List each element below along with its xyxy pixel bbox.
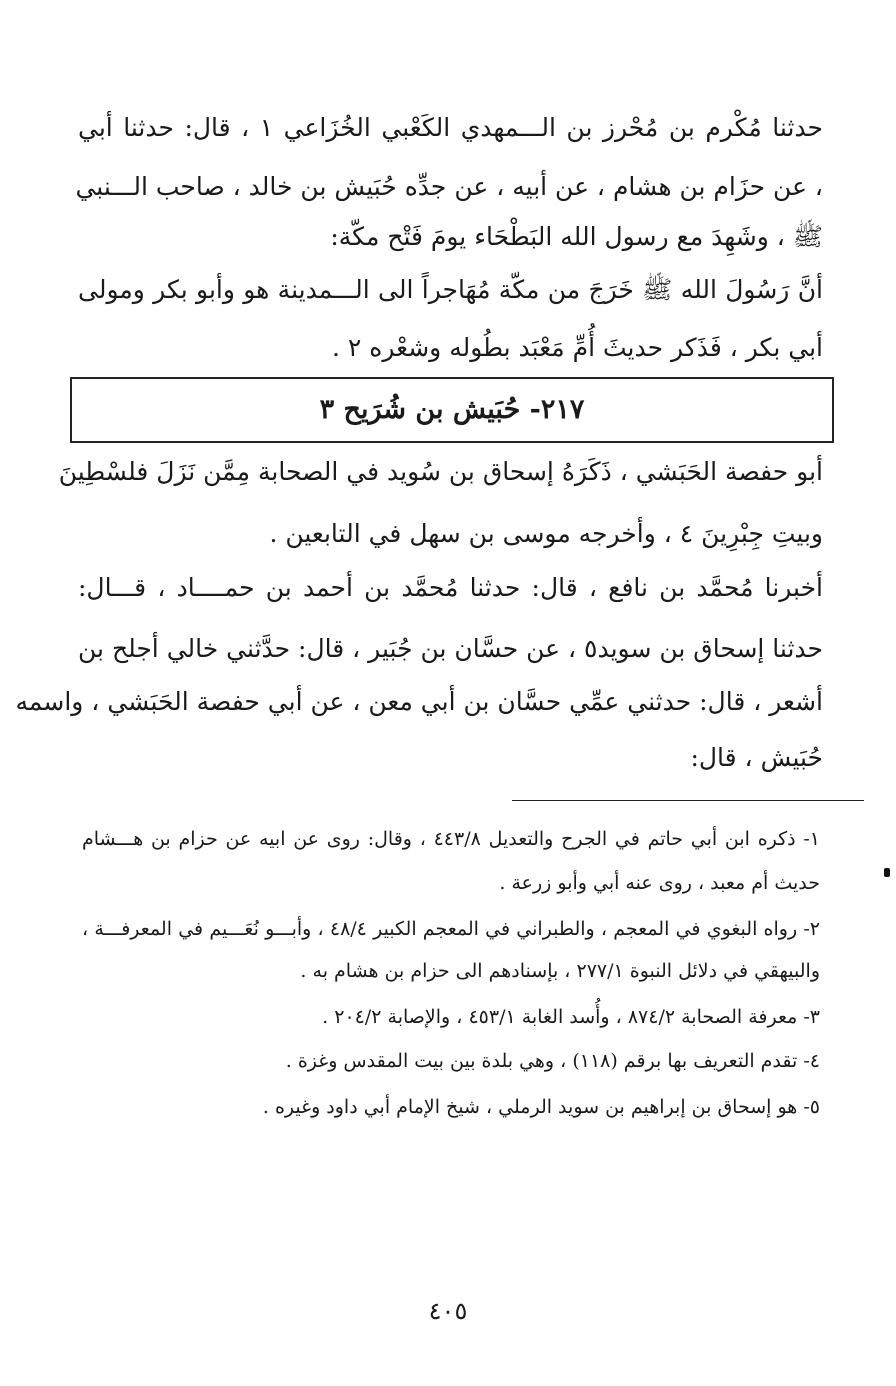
entry-heading-box [70, 377, 834, 443]
footnote-line-5: ٣- معرفة الصحابة ٨٧٤/٢ ، وأُسد الغابة ٤٥٣/١ ، والإصابة ٢٠٤/٢ . [322, 1006, 820, 1028]
section-line-1: أبو حفصة الحَبَشي ، ذَكَرَهُ إسحاق بن سُويد في الصحابة مِمَّن نَزَلَ فلسْطِينَ [58, 457, 823, 486]
margin-mark [884, 868, 890, 877]
body-line-2: ، عن حزَام بن هشام ، عن أبيه ، عن جدِّه حُبَيش بن خالد ، صاحب الـــنبي [75, 172, 823, 201]
footnote-line-1: ١- ذكره ابن أبي حاتم في الجرح والتعديل ٤٤٣/٨ ، وقال: روى عن ابيه عن حزام بن هـــشام [82, 828, 821, 850]
section-line-6: حُبَيش ، قال: [690, 743, 823, 772]
section-line-5: أشعر ، قال: حدثني عمِّي حسَّان بن أبي معن ، عن أبي حفصة الحَبَشي ، واسمه [15, 687, 823, 716]
body-line-1: حدثنا مُكْرم بن مُحْرز بن الـــمهدي الكَعْبي الخُزَاعي ١ ، قال: حدثنا أبي [78, 113, 823, 142]
footnote-line-7: ٥- هو إسحاق بن إبراهيم بن سويد الرملي ، شيخ الإمام أبي داود وغيره . [262, 1096, 820, 1118]
footnote-line-3: ٢- رواه البغوي في المعجم ، والطبراني في المعجم الكبير ٤٨/٤ ، وأبـــو نُعَـــيم في المعرفـــة ، [82, 918, 820, 940]
body-line-3: ﷺ ، وشَهِدَ مع رسول الله البَطْحَاء يومَ فَتْح مكّة: [330, 222, 823, 251]
section-line-4: حدثنا إسحاق بن سويد٥ ، عن حسَّان بن جُبَير ، قال: حدَّثني خالي أجلح بن [78, 634, 823, 663]
section-line-3: أخبرنا مُحمَّد بن نافع ، قال: حدثنا مُحمَّد بن أحمد بن حمــــاد ، قـــال: [78, 573, 823, 602]
section-line-2: وبيتِ جِبْرِينَ ٤ ، وأخرجه موسى بن سهل في التابعين . [269, 519, 823, 548]
body-line-5: أبي بكر ، فَذَكر حديثَ أُمِّ مَعْبَد بطُوله وشعْره ٢ . [331, 333, 823, 362]
footnote-line-6: ٤- تقدم التعريف بها برقم (١١٨) ، وهي بلدة بين بيت المقدس وغزة . [285, 1050, 820, 1072]
page-number: ٤٠٥ [428, 1297, 468, 1325]
footnote-separator [512, 800, 864, 801]
footnote-line-2: حديث أم معبد ، روى عنه أبي وأبو زرعة . [499, 872, 820, 894]
footnote-line-4: والبيهقي في دلائل النبوة ٢٧٧/١ ، بإسنادهم الى حزام بن هشام به . [300, 960, 820, 982]
entry-heading: ٢١٧- حُبَيش بن شُرَيح ٣ [319, 394, 585, 425]
body-line-4: أنَّ رَسُولَ الله ﷺ خَرَجَ من مكّة مُهَاجراً الى الـــمدينة هو وأبو بكر ومولى [78, 275, 823, 304]
